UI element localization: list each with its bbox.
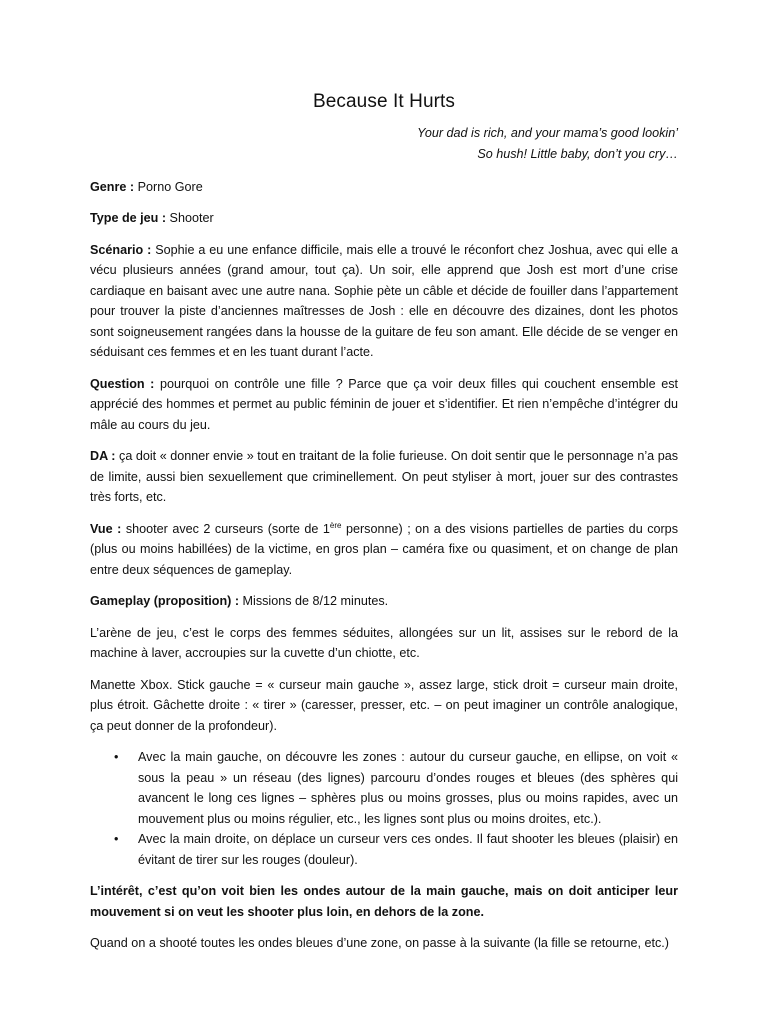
epigraph-line: Your dad is rich, and your mama’s good lookin’ <box>417 125 678 140</box>
question-paragraph <box>90 374 678 436</box>
vue-text-continued: personne) ; on a des visions partielles de parties du corps (plus ou moins habillées) de la victime, en gros plan – caméra fixe ou quasiment, et on change de plan entre deux séquences de gameplay. <box>90 521 678 577</box>
scenario-paragraph <box>90 240 678 363</box>
interest-paragraph <box>90 881 678 922</box>
da-text: ça doit « donner envie » tout en traitant de la folie furieuse. On doit sentir que le personnage n’a pas de limite, aussi bien sexuellement que criminellement. On peut styliser à mort, jouer sur des contrastes très forts, etc. <box>90 449 679 504</box>
controls-paragraph: Manette Xbox. Stick gauche = « curseur main gauche », assez large, stick droit = curseur main droite, plus étroit. Gâchette droite : « tirer » (caresser, presser, etc. – on peut imaginer un contrôle analogique, ça peut donner de la profondeur). <box>90 677 678 733</box>
type-label: Type de jeu : <box>90 211 167 225</box>
scenario-text: Sophie a eu une enfance difficile, mais elle a trouvé le réconfort chez Joshua, avec qui elle a vécu plusieurs années (grand amour, tout ça). Un soir, elle apprend que Josh est mort d’une crise cardiaque en baisant avec une autre nana. Sophie pète un câble et décide de fouiller dans l’appartement pour trouver la piste d’anciennes maîtresses de Josh : elle en découvre des dizaines, dont les photos sont soigneusement rangées dans la housse de la guitare de feu son amant. Elle décide de se venger en séduisant ces femmes et en les tuant durant l’acte. <box>90 242 679 359</box>
type-paragraph <box>90 208 678 229</box>
epigraph-line: So hush! Little baby, don’t you cry… <box>477 146 678 161</box>
gameplay-text: Missions de 8/12 minutes. <box>242 594 389 608</box>
vue-paragraph <box>90 519 678 581</box>
list-item: • Avec la main gauche, on découvre les zones : autour du curseur gauche, en ellipse, on voit « sous la peau » un réseau (des lignes) parcouru d’ondes rouges et bleues (des sphères qui avancent le long ces lignes – sphères plus ou moins grosses, plus ou moins rapides, avec un mouvement plus ou moins régulier, etc., les lignes sont plus ou moins droites, etc.). <box>90 747 678 829</box>
scenario-label: Scénario : <box>90 242 152 257</box>
question-text: pourquoi on contrôle une fille ? Parce que ça voir deux filles qui couchent ensemble est apprécié des hommes et permet au public féminin de jouer et s’identifier. Et rien n’empêche d’intégrer du mâle au cours du jeu. <box>90 376 679 432</box>
gameplay-paragraph <box>90 591 678 612</box>
gameplay-label: Gameplay (proposition) : <box>90 594 240 608</box>
list-item: • Avec la main droite, on déplace un curseur vers ces ondes. Il faut shooter les bleues (plaisir) en évitant de tirer sur les rouges (douleur). <box>90 829 678 870</box>
mechanics-list <box>90 747 678 870</box>
genre-paragraph <box>90 177 678 198</box>
arena-paragraph: L’arène de jeu, c’est le corps des femmes séduites, allongées sur un lit, assises sur le rebord de la machine à laver, accroupies sur la cuvette d’un chiotte, etc. <box>90 625 678 660</box>
da-paragraph <box>90 446 678 508</box>
interest-text: L’intérêt, c’est qu’on voit bien les ondes autour de la main gauche, mais on doit anticiper leur mouvement si on veut les shooter plus loin, en dehors de la zone. <box>90 884 678 919</box>
vue-superscript: ère <box>329 520 342 530</box>
da-label: DA : <box>90 449 116 463</box>
epigraph <box>90 123 678 165</box>
genre-value: Porno Gore <box>137 179 203 194</box>
genre-label: Genre : <box>90 179 135 194</box>
type-value: Shooter <box>169 211 214 225</box>
vue-label: Vue : <box>90 521 122 536</box>
vue-text: shooter avec 2 curseurs (sorte de 1 <box>125 521 330 536</box>
final-paragraph: Quand on a shooté toutes les ondes bleues d’une zone, on passe à la suivante (la fille se retourne, etc.) <box>90 936 669 950</box>
question-label: Question : <box>90 376 155 391</box>
document-title: Because It Hurts <box>312 91 456 112</box>
